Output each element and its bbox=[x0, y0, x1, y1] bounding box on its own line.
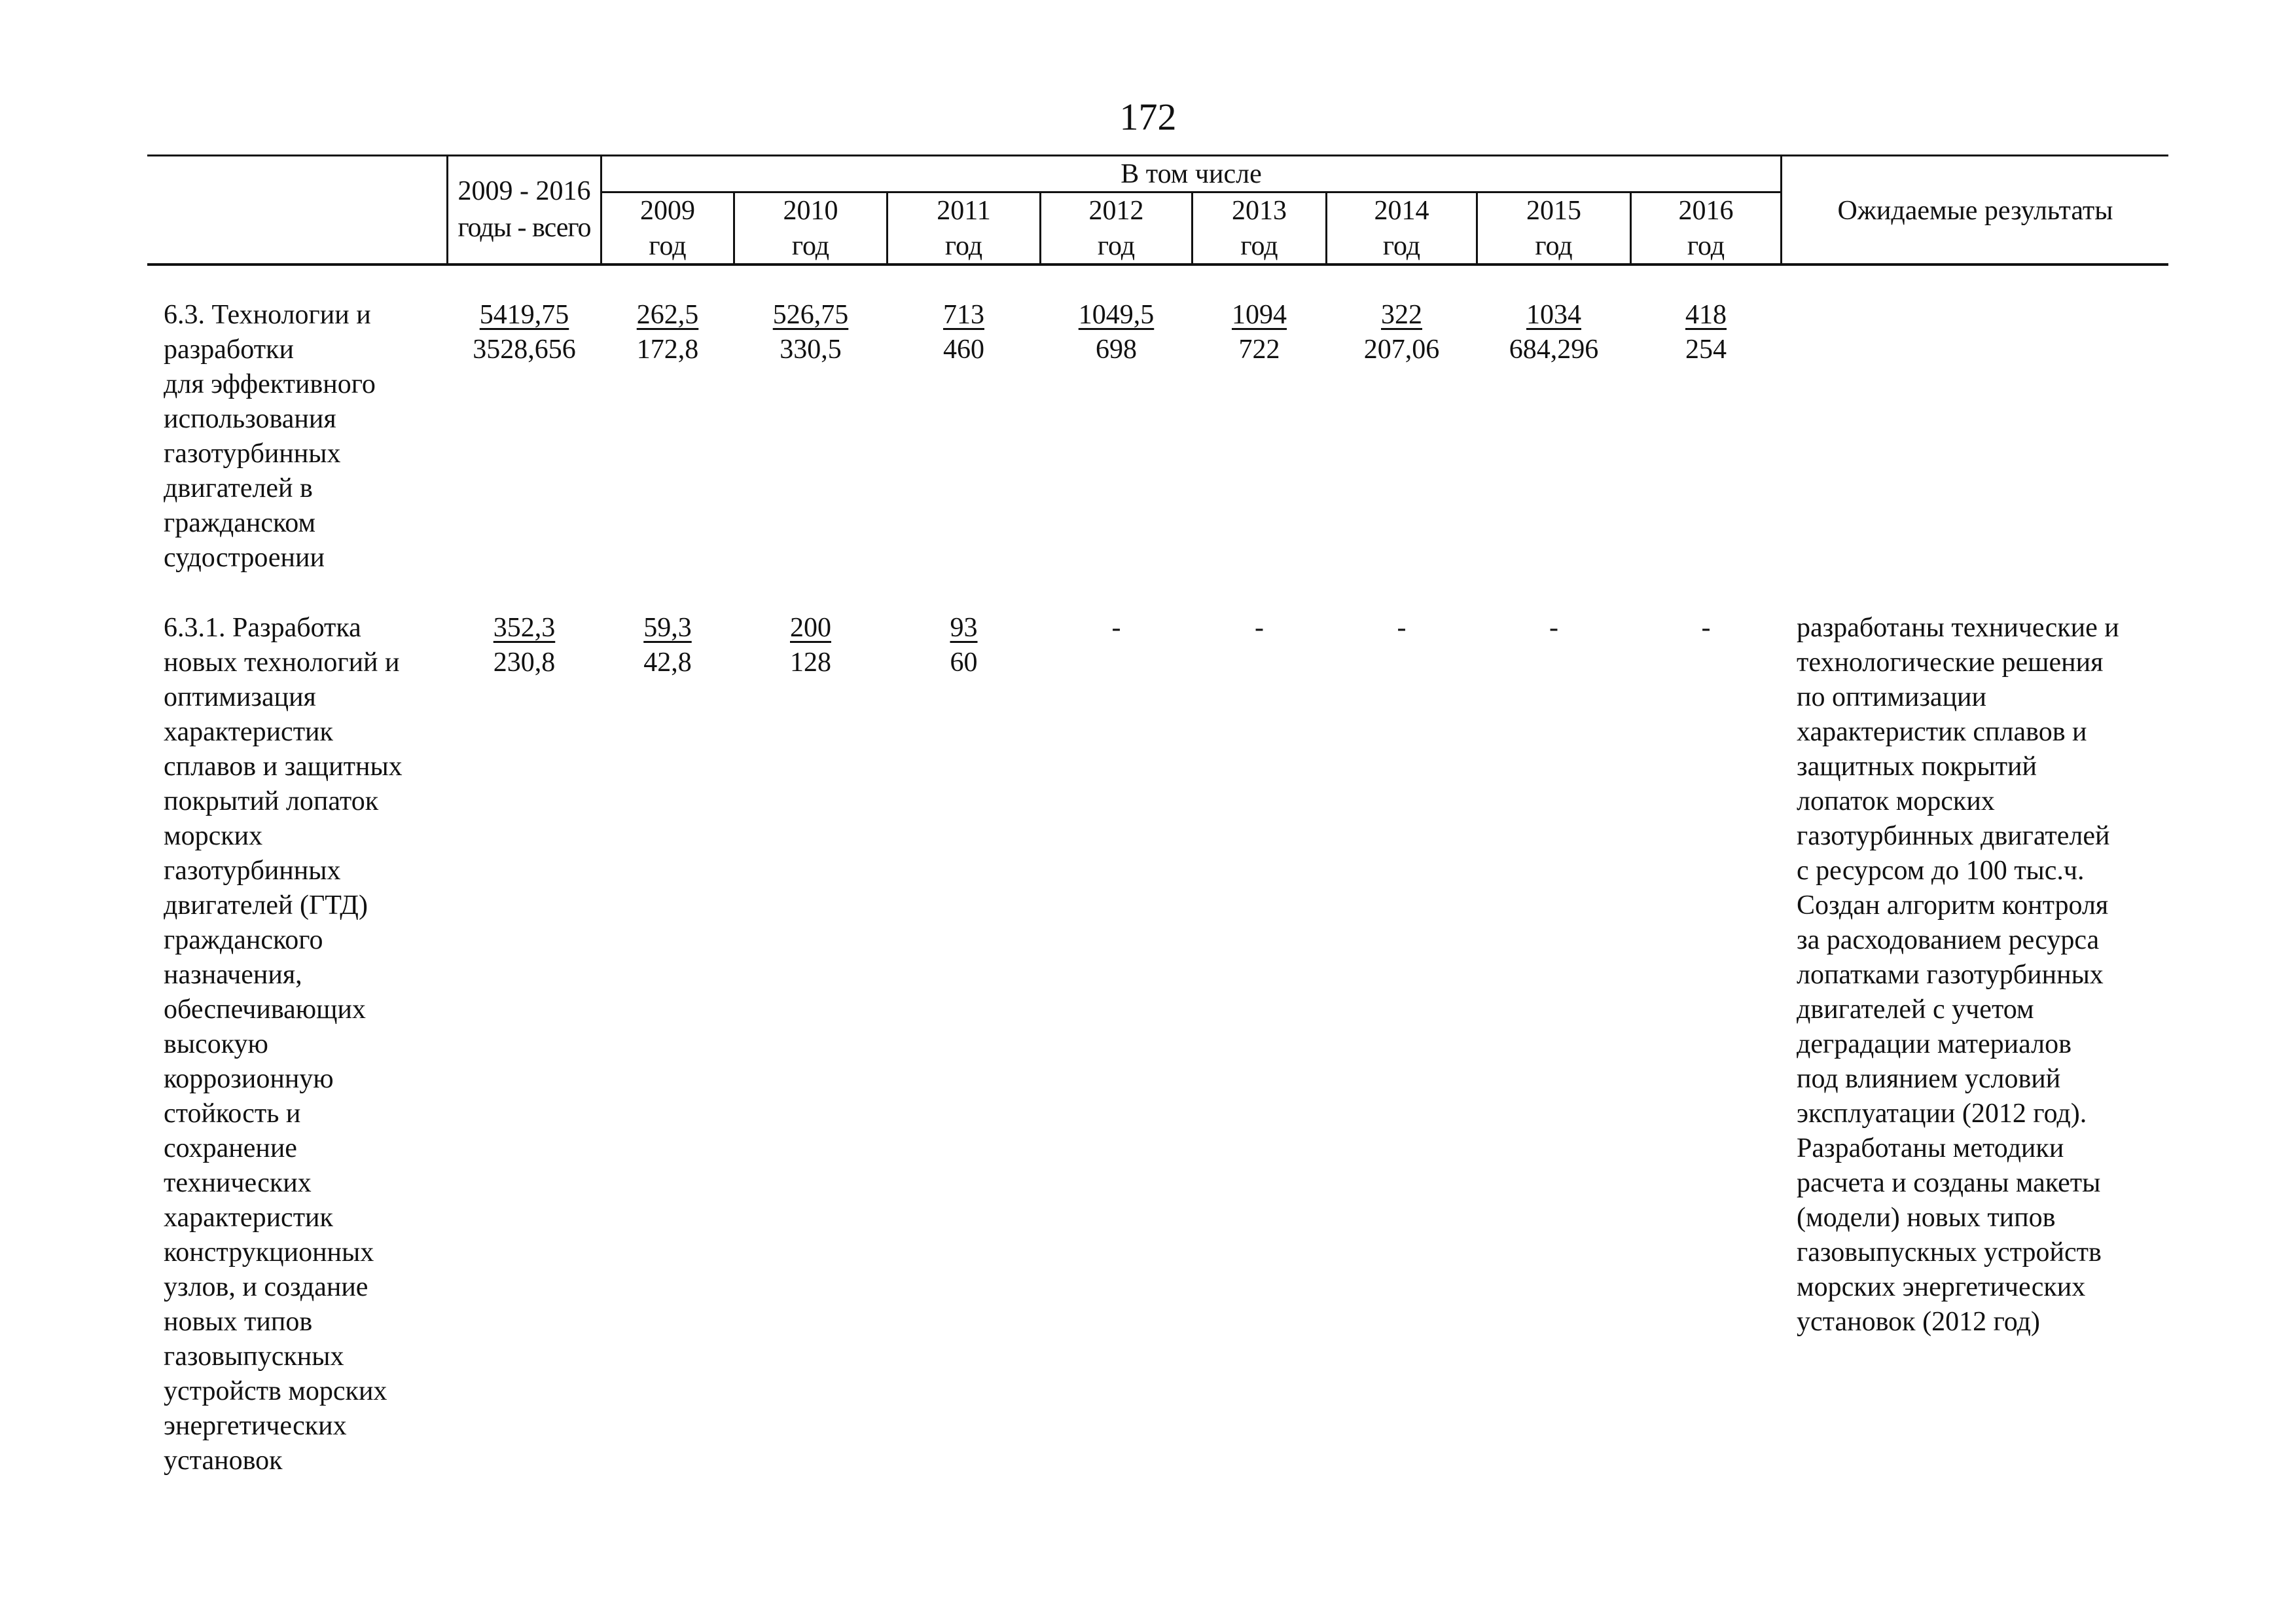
row-year-value: 526,75 bbox=[772, 300, 849, 330]
header-total-line1: 2009 - 2016 bbox=[457, 176, 591, 206]
row-year-value: - bbox=[1255, 613, 1264, 643]
row-year-value: 460 bbox=[943, 335, 984, 365]
header-year: 2012 bbox=[1088, 196, 1144, 226]
row-year-value: 172,8 bbox=[636, 335, 699, 365]
row-year-value: - bbox=[1397, 613, 1407, 643]
row-year-value: - bbox=[1701, 613, 1711, 643]
header-year-unit: год bbox=[1535, 231, 1573, 261]
row-year-value: 262,5 bbox=[636, 300, 699, 330]
row-year-value: 1034 bbox=[1526, 300, 1581, 330]
header-year-unit: год bbox=[1240, 231, 1278, 261]
row-year-value: 418 bbox=[1685, 300, 1727, 330]
row-year-value: 330,5 bbox=[780, 335, 842, 365]
header-group-label: В том числе bbox=[1121, 159, 1262, 189]
header-year-unit: год bbox=[649, 231, 687, 261]
row-year-value: 42,8 bbox=[643, 647, 692, 678]
row-total-value: 3528,656 bbox=[473, 335, 576, 365]
row-year-value: 698 bbox=[1096, 335, 1137, 365]
row-year-value: 322 bbox=[1381, 300, 1422, 330]
row-year-value: 207,06 bbox=[1363, 335, 1440, 365]
header-year: 2009 bbox=[640, 196, 695, 226]
header-results: Ожидаемые результаты bbox=[1837, 196, 2113, 226]
row-year-value: 93 bbox=[950, 613, 978, 643]
header-year: 2016 bbox=[1678, 196, 1734, 226]
row-year-value: 59,3 bbox=[643, 613, 692, 643]
row-year-value: 713 bbox=[943, 300, 984, 330]
row-year-value: - bbox=[1111, 613, 1121, 643]
row-name: 6.3. Технологии и разработки для эффективного использования газотурбинных двигателей в гражданском судостроении bbox=[164, 300, 376, 573]
header-divider bbox=[446, 155, 448, 264]
row-year-value: 254 bbox=[1685, 335, 1727, 365]
row-year-value: 200 bbox=[790, 613, 831, 643]
table-top-rule bbox=[147, 155, 2168, 156]
row-year-value: 1094 bbox=[1232, 300, 1287, 330]
row-year-value: 128 bbox=[790, 647, 831, 678]
row-year-value: 684,296 bbox=[1509, 335, 1599, 365]
row-expected-result: разработаны технические и технологические решения по оптимизации характеристик сплавов и защитных покрытий лопаток морских газотурбинных двигателей с ресурсом до 100 тыс.ч. Создан алгоритм контроля за расходованием ресурса лопатками газотурбинных двигателей с учетом деградации материалов под влиянием условий эксплуатации (2012 год). Разработаны методики расчета и созданы макеты (модели) новых типов газовыпускных устройств морских энергетических установок (2012 год) bbox=[1797, 613, 2119, 1337]
row-year-value: 722 bbox=[1238, 335, 1280, 365]
row-year-value: - bbox=[1549, 613, 1558, 643]
header-year-unit: год bbox=[1382, 231, 1421, 261]
row-year-value: 60 bbox=[950, 647, 978, 678]
header-year: 2015 bbox=[1526, 196, 1581, 226]
row-name: 6.3.1. Разработка новых технологий и оптимизация характеристик сплавов и защитных покрытий лопаток морских газотурбинных двигателей (ГТД) гражданского назначения, обеспечивающих высокую коррозионную стойкость и сохранение технических характеристик конструкционных узлов, и создание новых типов газовыпускных устройств морских энергетических установок bbox=[164, 613, 403, 1476]
row-total-value: 5419,75 bbox=[479, 300, 569, 330]
header-total-line2: годы - всего bbox=[457, 213, 591, 243]
header-year-unit: год bbox=[1097, 231, 1136, 261]
header-year-unit: год bbox=[791, 231, 830, 261]
header-year: 2013 bbox=[1232, 196, 1287, 226]
row-total-value: 230,8 bbox=[493, 647, 556, 678]
page-number: 172 bbox=[1119, 96, 1177, 138]
header-year-unit: год bbox=[944, 231, 983, 261]
header-year: 2010 bbox=[783, 196, 838, 226]
row-year-value: 1049,5 bbox=[1078, 300, 1155, 330]
header-year: 2011 bbox=[937, 196, 991, 226]
row-total-value: 352,3 bbox=[493, 613, 556, 643]
header-year-unit: год bbox=[1687, 231, 1725, 261]
header-year: 2014 bbox=[1374, 196, 1429, 226]
